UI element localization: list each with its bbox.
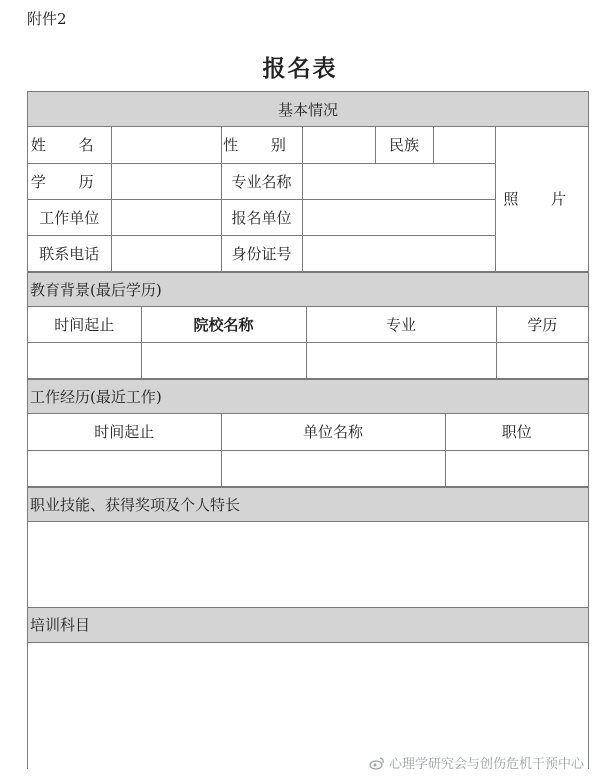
watermark-text: 心理学研究会与创伤危机干预中心 bbox=[388, 757, 584, 772]
work-header-employer: 单位名称 bbox=[221, 414, 445, 450]
edu-header-period: 时间起止 bbox=[28, 307, 141, 343]
edu-field-school[interactable] bbox=[141, 343, 306, 379]
label-major: 专业名称 bbox=[221, 163, 302, 199]
watermark bbox=[369, 753, 584, 772]
edu-field-period[interactable] bbox=[28, 343, 141, 379]
weibo-icon bbox=[369, 756, 385, 770]
section-work: 工作经历(最近工作) bbox=[28, 379, 588, 414]
field-ethnicity[interactable] bbox=[433, 127, 495, 163]
training-field[interactable] bbox=[28, 643, 588, 769]
photo-box[interactable]: 照 片 bbox=[495, 127, 588, 271]
edu-field-major[interactable] bbox=[306, 343, 496, 379]
attachment-label: 附件2 bbox=[27, 10, 67, 28]
label-id-number: 身份证号 bbox=[221, 235, 302, 271]
section-education: 教育背景(最后学历) bbox=[28, 272, 588, 307]
section-training: 培训科目 bbox=[28, 608, 588, 643]
field-phone[interactable] bbox=[111, 235, 221, 271]
field-employer[interactable] bbox=[111, 199, 221, 235]
edu-header-major: 专业 bbox=[306, 307, 496, 343]
label-employer: 工作单位 bbox=[28, 199, 111, 235]
work-table bbox=[28, 414, 588, 487]
label-education: 学 历 bbox=[28, 163, 111, 199]
edu-header-degree: 学历 bbox=[496, 307, 588, 343]
field-id-number[interactable] bbox=[302, 235, 495, 271]
label-ethnicity: 民族 bbox=[375, 127, 433, 163]
section-skills: 职业技能、获得奖项及个人特长 bbox=[28, 487, 588, 522]
skills-field[interactable] bbox=[28, 522, 588, 608]
work-field-position[interactable] bbox=[445, 450, 588, 486]
form-title: 报名表 bbox=[262, 55, 338, 82]
label-name: 姓 名 bbox=[28, 127, 111, 163]
section-basic-info: 基本情况 bbox=[28, 92, 588, 127]
edu-header-school: 院校名称 bbox=[141, 307, 306, 343]
label-gender: 性 别 bbox=[221, 127, 302, 163]
work-header-period: 时间起止 bbox=[28, 414, 221, 450]
work-field-period[interactable] bbox=[28, 450, 221, 486]
field-name[interactable] bbox=[111, 127, 221, 163]
education-table bbox=[28, 307, 588, 380]
label-apply-unit: 报名单位 bbox=[221, 199, 302, 235]
field-major[interactable] bbox=[302, 163, 495, 199]
field-apply-unit[interactable] bbox=[302, 199, 495, 235]
field-education[interactable] bbox=[111, 163, 221, 199]
registration-form bbox=[27, 91, 589, 769]
work-header-position: 职位 bbox=[445, 414, 588, 450]
basic-info-table bbox=[28, 127, 588, 272]
field-gender[interactable] bbox=[302, 127, 375, 163]
label-phone: 联系电话 bbox=[28, 235, 111, 271]
edu-field-degree[interactable] bbox=[496, 343, 588, 379]
work-field-employer[interactable] bbox=[221, 450, 445, 486]
